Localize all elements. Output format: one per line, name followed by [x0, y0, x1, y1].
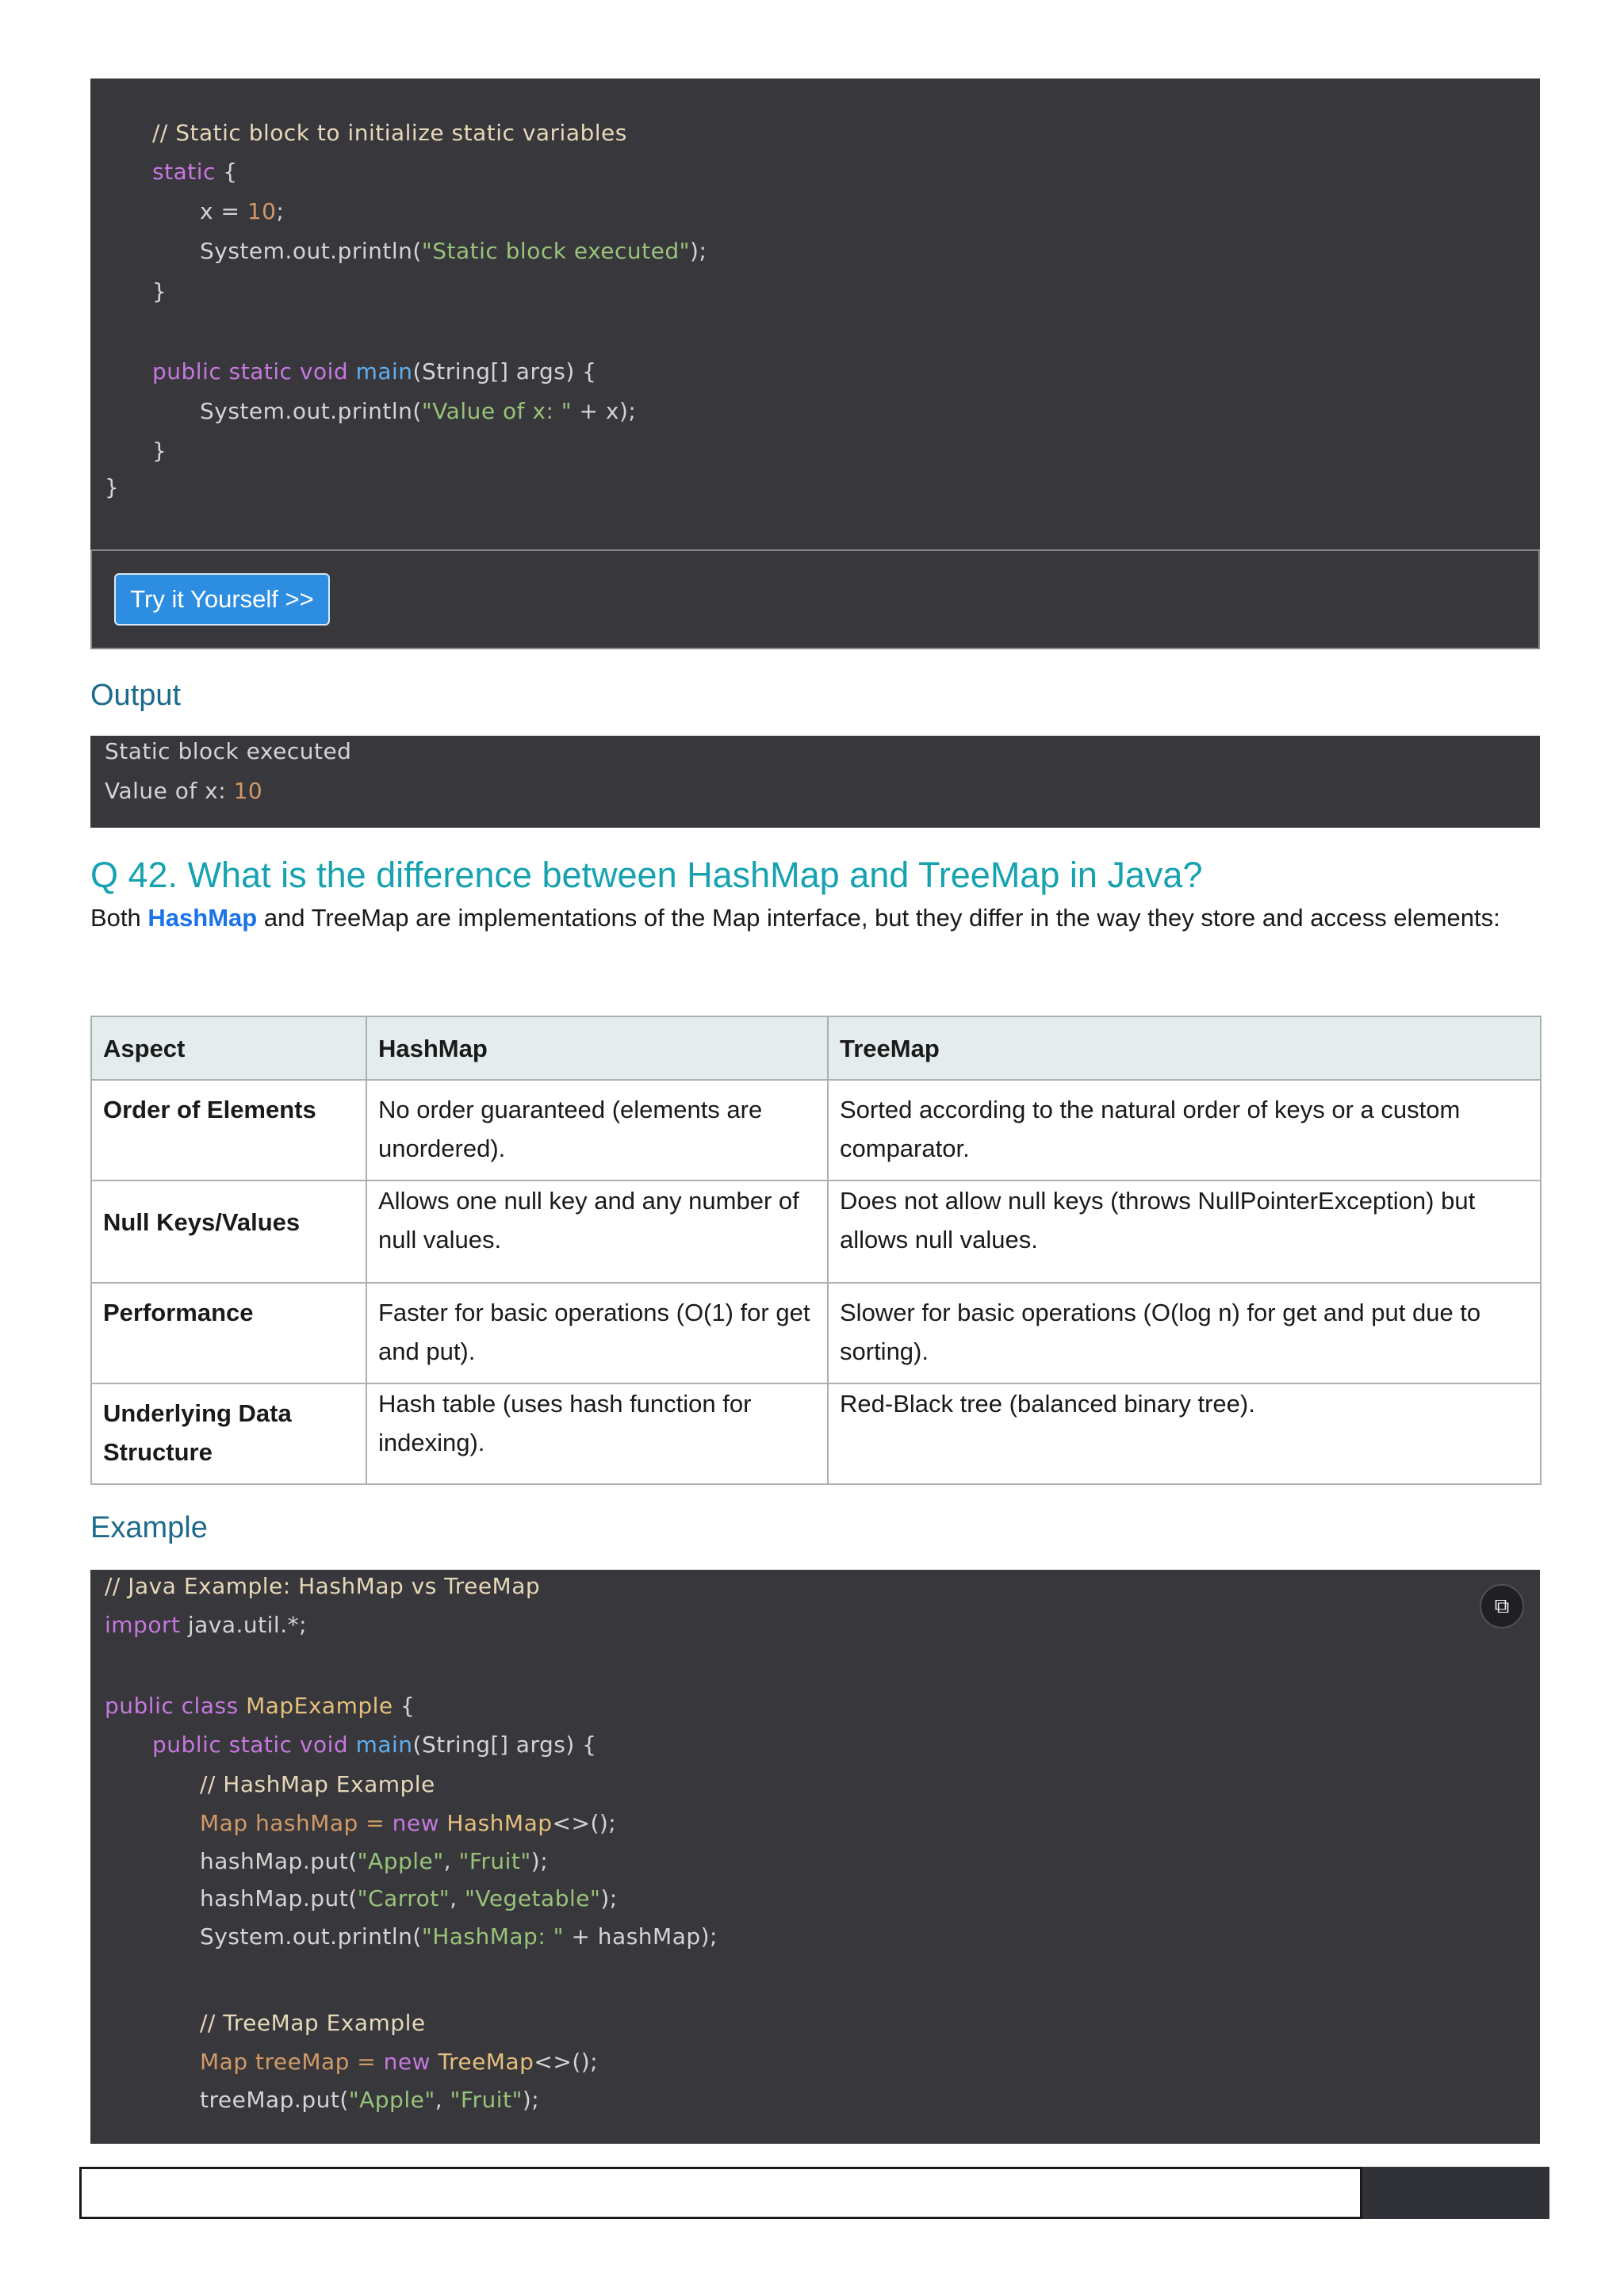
footer-bar [79, 2167, 1362, 2219]
code-line: hashMap.put("Apple", "Fruit"); [200, 1848, 549, 1874]
cell-hashmap: Faster for basic operations (O(1) for get and put). [366, 1283, 828, 1383]
cell-hashmap: Allows one null key and any number of null values. [366, 1181, 828, 1283]
code-line: static { [152, 159, 238, 185]
code-line: // HashMap Example [200, 1771, 435, 1797]
header-treemap: TreeMap [828, 1016, 1541, 1080]
output-heading: Output [90, 679, 182, 712]
comparison-table [90, 1016, 1542, 1485]
code-line: Map treeMap = new TreeMap<>(); [200, 2049, 599, 2075]
code-line: hashMap.put("Carrot", "Vegetable"); [200, 1885, 618, 1911]
code-line: System.out.println("Value of x: " + x); [200, 398, 637, 424]
code-line: x = 10; [200, 198, 285, 224]
header-hashmap: HashMap [366, 1016, 828, 1080]
output-box [90, 736, 1540, 828]
code-line: System.out.println("Static block executed"); [200, 238, 707, 264]
cell-aspect: Null Keys/Values [91, 1181, 366, 1283]
code-line: } [152, 438, 167, 464]
code-line: Value of x: 10 [105, 778, 263, 804]
code-line: import java.util.*; [105, 1612, 308, 1638]
code-line: // Java Example: HashMap vs TreeMap [105, 1573, 541, 1599]
code-line: // TreeMap Example [200, 2010, 426, 2036]
cell-hashmap: No order guaranteed (elements are unordered). [366, 1080, 828, 1181]
table-row [91, 1080, 1541, 1181]
table-row [91, 1283, 1541, 1383]
copy-icon: ⧉ [1494, 1594, 1510, 1617]
cell-aspect: Underlying Data Structure [91, 1383, 366, 1484]
table-row [91, 1383, 1541, 1484]
code-line: // Static block to initialize static variables [152, 120, 627, 146]
code-line: public static void main(String[] args) { [152, 1732, 597, 1758]
code-line: System.out.println("HashMap: " + hashMap); [200, 1923, 718, 1950]
table-row [91, 1181, 1541, 1283]
cell-aspect: Performance [91, 1283, 366, 1383]
code-line: } [105, 474, 120, 500]
header-aspect: Aspect [91, 1016, 366, 1080]
code-line: treeMap.put("Apple", "Fruit"); [200, 2087, 540, 2113]
question-intro: Both HashMap and TreeMap are implementations of the Map interface, but they differ in the way they store and access elements: [90, 904, 1500, 932]
try-it-yourself-button[interactable]: Try it Yourself >> [114, 573, 330, 626]
cell-treemap: Sorted according to the natural order of keys or a custom comparator. [828, 1080, 1541, 1181]
code-line: } [152, 278, 167, 304]
cell-aspect: Order of Elements [91, 1080, 366, 1181]
table-header-row [91, 1016, 1541, 1080]
code-line: Map hashMap = new HashMap<>(); [200, 1810, 617, 1836]
code-block-top [90, 78, 1540, 549]
hashmap-link[interactable]: HashMap [147, 904, 258, 932]
code-block-example [90, 1570, 1540, 2144]
cell-treemap: Slower for basic operations (O(log n) for get and put due to sorting). [828, 1283, 1541, 1383]
try-it-bar [90, 549, 1540, 649]
cell-treemap: Red-Black tree (balanced binary tree). [828, 1383, 1541, 1484]
footer-bar-dark [1362, 2167, 1549, 2219]
cell-treemap: Does not allow null keys (throws NullPointerException) but allows null values. [828, 1181, 1541, 1283]
question-title: Q 42. What is the difference between HashMap and TreeMap in Java? [90, 855, 1203, 895]
code-line: public static void main(String[] args) { [152, 358, 597, 385]
example-heading: Example [90, 1511, 208, 1544]
cell-hashmap: Hash table (uses hash function for indexing). [366, 1383, 828, 1484]
code-line: Static block executed [105, 738, 352, 764]
copy-button[interactable] [1480, 1584, 1524, 1628]
code-line: public class MapExample { [105, 1693, 416, 1719]
